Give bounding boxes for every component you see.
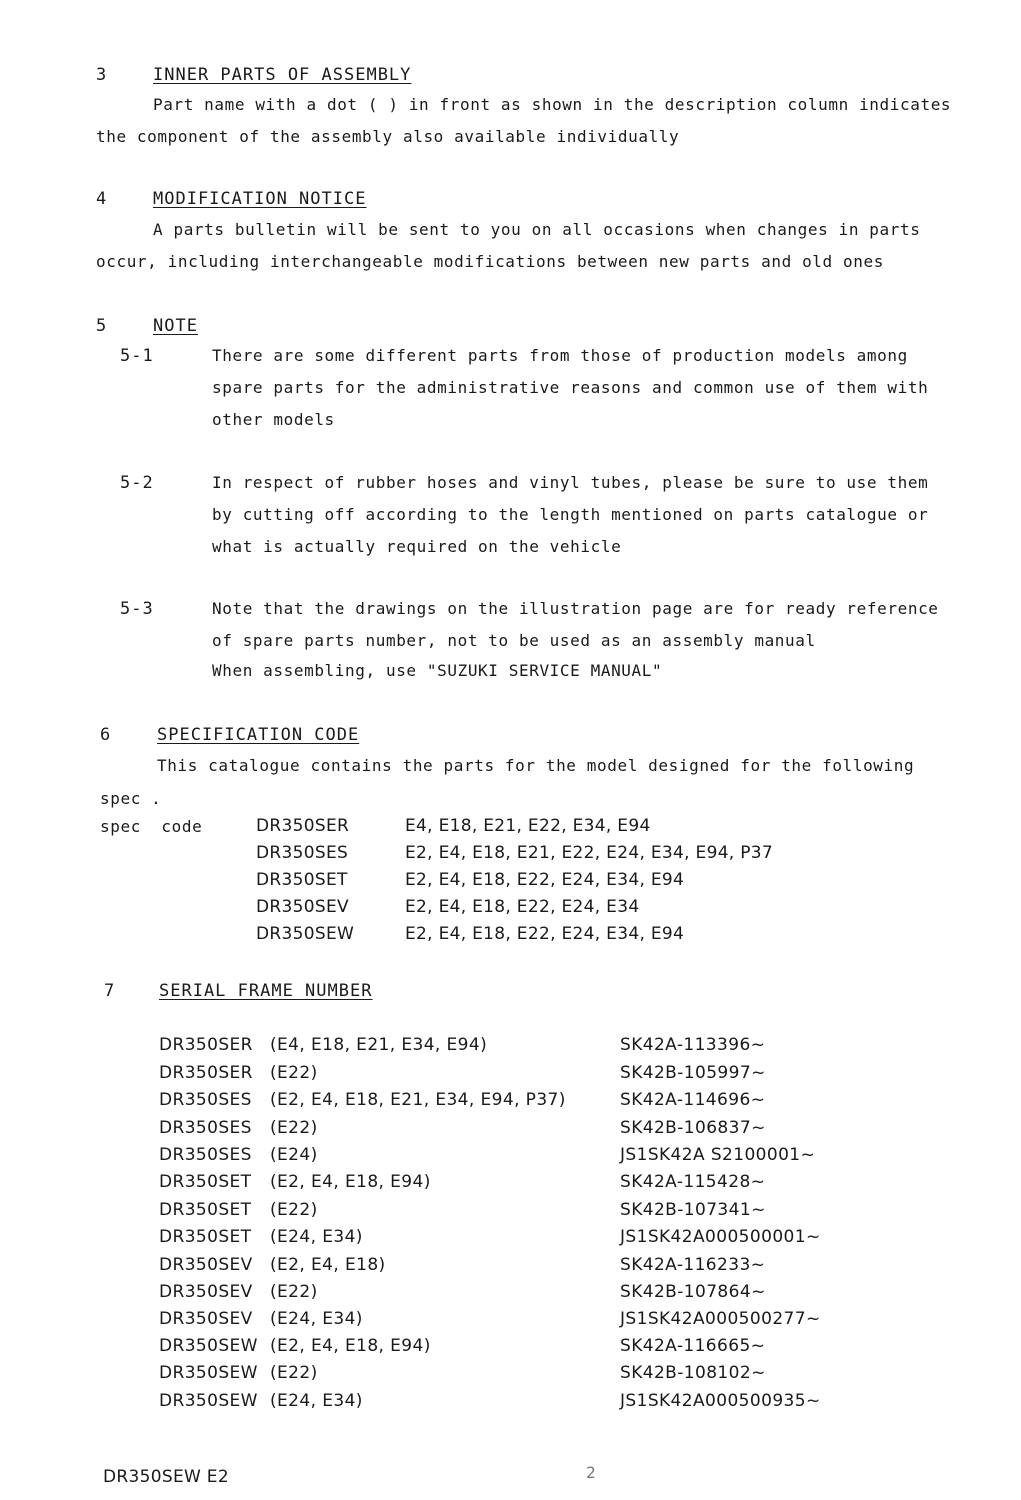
spec-codes: E2, E4, E18, E22, E24, E34, E94: [405, 870, 685, 890]
section-4-title: MODIFICATION NOTICE: [153, 189, 367, 209]
serial-codes: (E22): [270, 1363, 318, 1383]
section-4-line-2: occur, including interchangeable modifications between new parts and old ones: [96, 252, 884, 271]
serial-model: DR350SEV: [159, 1309, 253, 1329]
serial-model: DR350SEW: [159, 1336, 258, 1356]
page-number: 2: [586, 1463, 597, 1482]
spec-code-label: spec code: [100, 817, 203, 836]
note-5-3-line-2: of spare parts number, not to be used as an assembly manual: [212, 631, 816, 650]
section-3-line-2: the component of the assembly also available individually: [96, 127, 680, 146]
serial-number: SK42A-115428~: [620, 1172, 766, 1192]
section-4-line-1: A parts bulletin will be sent to you on all occasions when changes in parts: [153, 220, 921, 239]
serial-model: DR350SEW: [159, 1391, 258, 1411]
serial-number: SK42A-116233~: [620, 1255, 766, 1275]
serial-number: SK42A-113396~: [620, 1035, 766, 1055]
serial-model: DR350SEW: [159, 1363, 258, 1383]
note-5-2-line-3: what is actually required on the vehicle: [212, 537, 622, 556]
serial-number: SK42A-116665~: [620, 1336, 766, 1356]
serial-model: DR350SES: [159, 1118, 252, 1138]
spec-model: DR350SEV: [256, 897, 349, 917]
note-5-1-line-1: There are some different parts from those of production models among: [212, 346, 908, 365]
serial-model: DR350SET: [159, 1172, 252, 1192]
section-5-title: NOTE: [153, 316, 198, 336]
section-6-title: SPECIFICATION CODE: [157, 725, 360, 745]
serial-codes: (E24, E34): [270, 1309, 363, 1329]
serial-number: JS1SK42A000500277~: [620, 1309, 821, 1329]
serial-model: DR350SER: [159, 1035, 253, 1055]
serial-model: DR350SES: [159, 1090, 252, 1110]
spec-model: DR350SES: [256, 843, 349, 863]
section-6-number: 6: [100, 725, 112, 745]
note-5-1-number: 5-1: [120, 346, 154, 366]
serial-number: JS1SK42A S2100001~: [620, 1145, 816, 1165]
spec-codes: E4, E18, E21, E22, E34, E94: [405, 816, 651, 836]
spec-model: DR350SET: [256, 870, 348, 890]
serial-model: DR350SES: [159, 1145, 252, 1165]
serial-codes: (E22): [270, 1200, 318, 1220]
serial-codes: (E2, E4, E18, E94): [270, 1336, 431, 1356]
section-3-title: INNER PARTS OF ASSEMBLY: [153, 65, 412, 85]
serial-number: SK42B-107341~: [620, 1200, 766, 1220]
serial-codes: (E22): [270, 1118, 318, 1138]
note-5-3-line-3: When assembling, use "SUZUKI SERVICE MANUAL": [212, 661, 663, 680]
serial-model: DR350SEV: [159, 1255, 253, 1275]
note-5-3-number: 5-3: [120, 599, 154, 619]
serial-number: SK42B-108102~: [620, 1363, 766, 1383]
spec-codes: E2, E4, E18, E22, E24, E34: [405, 897, 640, 917]
serial-model: DR350SER: [159, 1063, 253, 1083]
footer-doc-code: DR350SEW E2: [103, 1467, 229, 1487]
note-5-2-line-2: by cutting off according to the length mentioned on parts catalogue or: [212, 505, 929, 524]
note-5-2-line-1: In respect of rubber hoses and vinyl tubes, please be sure to use them: [212, 473, 929, 492]
note-5-1-line-2: spare parts for the administrative reasons and common use of them with: [212, 378, 929, 397]
serial-codes: (E22): [270, 1063, 318, 1083]
section-7-number: 7: [104, 981, 116, 1001]
serial-number: SK42A-114696~: [620, 1090, 766, 1110]
serial-codes: (E24, E34): [270, 1227, 363, 1247]
serial-number: SK42B-107864~: [620, 1282, 766, 1302]
serial-codes: (E2, E4, E18, E94): [270, 1172, 431, 1192]
serial-codes: (E22): [270, 1282, 318, 1302]
serial-number: SK42B-106837~: [620, 1118, 766, 1138]
section-5-number: 5: [96, 316, 108, 336]
section-3-line-1: Part name with a dot ( ) in front as shown in the description column indicates: [153, 95, 952, 114]
section-3-number: 3: [96, 65, 108, 85]
serial-number: SK42B-105997~: [620, 1063, 766, 1083]
serial-model: DR350SET: [159, 1227, 252, 1247]
serial-codes: (E24, E34): [270, 1391, 363, 1411]
serial-number: JS1SK42A000500001~: [620, 1227, 821, 1247]
serial-codes: (E4, E18, E21, E34, E94): [270, 1035, 488, 1055]
spec-model: DR350SER: [256, 816, 350, 836]
serial-model: DR350SEV: [159, 1282, 253, 1302]
section-6-line-2: spec .: [100, 789, 162, 808]
spec-codes: E2, E4, E18, E22, E24, E34, E94: [405, 924, 685, 944]
note-5-3-line-1: Note that the drawings on the illustration page are for ready reference: [212, 599, 939, 618]
section-6-line-1: This catalogue contains the parts for the model designed for the following: [157, 756, 915, 775]
serial-codes: (E2, E4, E18, E21, E34, E94, P37): [270, 1090, 566, 1110]
serial-codes: (E2, E4, E18): [270, 1255, 386, 1275]
note-5-2-number: 5-2: [120, 473, 154, 493]
serial-codes: (E24): [270, 1145, 318, 1165]
serial-number: JS1SK42A000500935~: [620, 1391, 821, 1411]
serial-model: DR350SET: [159, 1200, 252, 1220]
note-5-1-line-3: other models: [212, 410, 335, 429]
section-4-number: 4: [96, 189, 108, 209]
section-7-title: SERIAL FRAME NUMBER: [159, 981, 373, 1001]
spec-codes: E2, E4, E18, E21, E22, E24, E34, E94, P37: [405, 843, 773, 863]
spec-model: DR350SEW: [256, 924, 355, 944]
